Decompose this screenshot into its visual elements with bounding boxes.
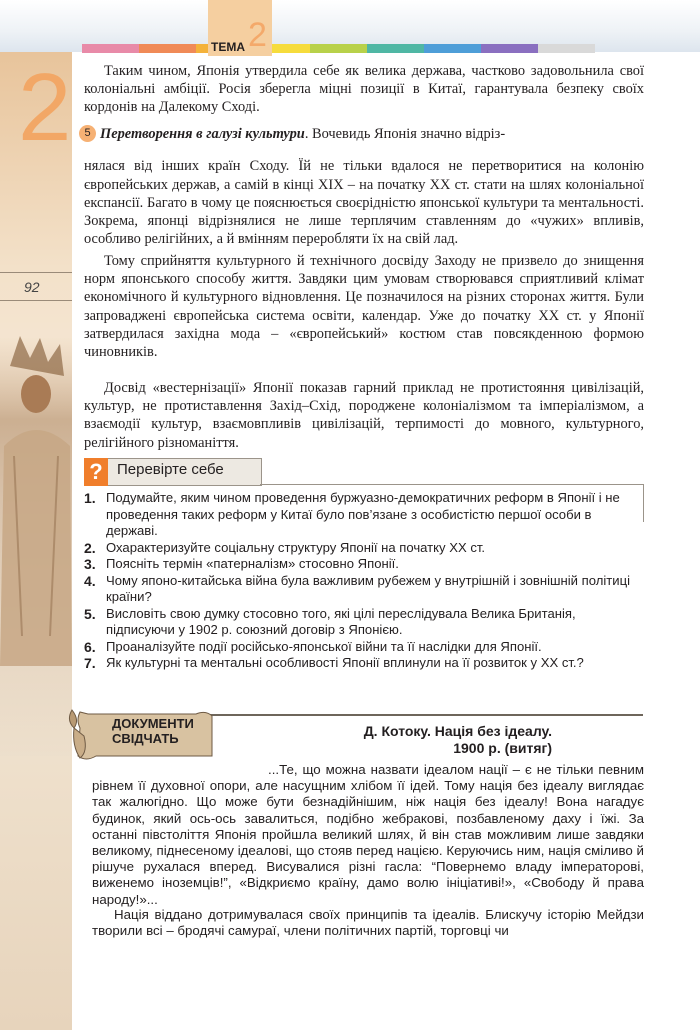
section-5-title: Перетворення в галузі культури bbox=[100, 126, 305, 142]
document-title-line2: 1900 р. (витяг) bbox=[453, 740, 552, 756]
question-number: 6. bbox=[84, 638, 96, 655]
list-item bbox=[84, 655, 644, 672]
question-number: 3. bbox=[84, 556, 96, 572]
native-american-photo bbox=[0, 336, 72, 756]
page-number: 92 bbox=[24, 279, 40, 295]
question-number: 7. bbox=[84, 655, 96, 671]
culture-paragraph-2: Тому сприйняття культурного й технічного досвіду Заходу не призвело до знищення норм японського способу життя. Завдяки цим умовам створювався сприятливий клімат економічного й культурного відновлення. Це позначилося на різних сторонах життя. Були запроваджені європейська система освіти, календар. Уже до початку XX ст. у Японії затвердилася західна мода – «європейський» костюм став повсякденною формою чиновників. bbox=[84, 253, 644, 361]
document-title-line1: Д. Котоку. Нація без ідеалу. bbox=[363, 723, 552, 739]
section-5-paragraph: нялася від інших країн Сходу. Їй не тільки вдалося не перетворитися на колонію європейських держав, а самій в кінці XIX – на початку XX ст. стати на шлях колоніальної експансії. Багато в чому це пояснюється своєрідністю японської культури та ментальності. Зокрема, японці відрізнялися не лише терплячим ставленням до «чужих» впливів, особливо релігійних, а й вмінням переробляти їх на свій лад. bbox=[84, 158, 644, 248]
question-number: 1. bbox=[84, 490, 96, 506]
section-5-heading-line bbox=[100, 125, 644, 143]
question-number: 2. bbox=[84, 539, 96, 556]
question-text: Чому японо-китайська війна була важливим рубежем у внутрішній і зовнішній політиці країни? bbox=[106, 572, 630, 604]
check-divider bbox=[260, 484, 644, 485]
check-yourself-title: Перевірте себе bbox=[117, 461, 224, 478]
stripe bbox=[139, 44, 196, 53]
page-number-rule-bottom bbox=[0, 300, 72, 301]
page-number-rule-top bbox=[0, 272, 72, 273]
question-text: Подумайте, яким чином проведення буржуазно-демократичних реформ в Японії і не проведення таких реформ у Китаї було пов’язане з особистістю першої особи в державі. bbox=[106, 490, 620, 538]
question-text: Охарактеризуйте соціальну структуру Японії на початку XX ст. bbox=[106, 539, 486, 555]
topic-label: ТЕМА bbox=[211, 40, 245, 54]
question-text: Проаналізуйте події російсько-японської війни та її наслідки для Японії. bbox=[106, 638, 542, 654]
documents-label-line1: ДОКУМЕНТИ bbox=[112, 716, 194, 731]
list-item bbox=[84, 606, 644, 639]
intro-paragraph: Таким чином, Японія утвердила себе як велика держава, частково задовольнила свої колоніальні амбіції. Росія зберегла міцні позиції в Китаї, гарантувала безпеку своїх кордонів на Далекому Сході. bbox=[84, 63, 644, 116]
question-mark-icon: ? bbox=[84, 458, 108, 486]
stripe bbox=[82, 44, 139, 53]
stripe bbox=[424, 44, 481, 53]
list-item bbox=[84, 556, 644, 573]
question-list bbox=[84, 490, 644, 672]
documents-label-line2: СВІДЧАТЬ bbox=[112, 731, 179, 746]
stripe bbox=[367, 44, 424, 53]
document-paragraph-2: Нація віддано дотримувалася своїх принципів та ідеалів. Блискучу історію Мейдзи творили всі – бродячі самураї, члени політичних партій, торговці чи bbox=[92, 907, 644, 939]
section-5-first-line: . Вочевидь Японія значно відріз- bbox=[304, 126, 506, 142]
stripe bbox=[538, 44, 595, 53]
question-number: 5. bbox=[84, 605, 96, 622]
document-paragraph-1: ...Те, що можна назвати ідеалом нації – є не тільки певним рівнем її духовної опори, але насущним хлібом її ідей. Тому нація без ідеалу виглядає так жалюгідно. Що може бути безнадійнішим, ніж нація без ідеалу! Вона нагадує будинок, який ось-ось завалиться, подібно жебракові, позбавленому даху і їжі. За останні півстоліття Японія пройшла великий шлях, й він став можливим лише завдяки великому, піднесеному ідеалові, що стояв перед нацією. Керуючись ним, нація сміливо й рішуче рухалася вперед. Висувалися різні гасла: “Повернемо владу імператорові, виженемо іноземців!”, «Відкриємо країну, дамо волю ініціативі!», «Свободу й права народу!»... bbox=[92, 762, 644, 907]
topic-number: 2 bbox=[248, 16, 267, 54]
section-number-badge: 5 bbox=[79, 125, 96, 142]
list-item bbox=[84, 540, 644, 557]
stripe bbox=[481, 44, 538, 53]
document-title bbox=[330, 723, 552, 757]
stripe bbox=[310, 44, 367, 53]
question-text: Поясніть термін «патерналізм» стосовно Японії. bbox=[106, 556, 399, 571]
question-text: Як культурні та ментальні особливості Японії вплинули на її розвиток у XX ст.? bbox=[106, 655, 584, 670]
color-stripes bbox=[82, 44, 595, 53]
list-item bbox=[84, 639, 644, 656]
culture-paragraph-3: Досвід «вестернізації» Японії показав гарний приклад не протистояння цивілізацій, культур, не протиставлення Захід–Схід, породжене колоніалізмом та імперіалізмом, а взаємодії культур, взаємовпливів цивілізацій, терпимості до мовного, культурного, релігійного різноманіття. bbox=[84, 380, 644, 451]
question-text: Висловіть свою думку стосовно того, які цілі переслідувала Велика Британія, підписуючи у 1902 р. союзний договір з Японією. bbox=[106, 605, 576, 637]
list-item bbox=[84, 490, 644, 540]
chapter-number: 2 bbox=[18, 54, 72, 161]
list-item bbox=[84, 573, 644, 606]
documents-label bbox=[112, 716, 194, 746]
question-number: 4. bbox=[84, 572, 96, 589]
